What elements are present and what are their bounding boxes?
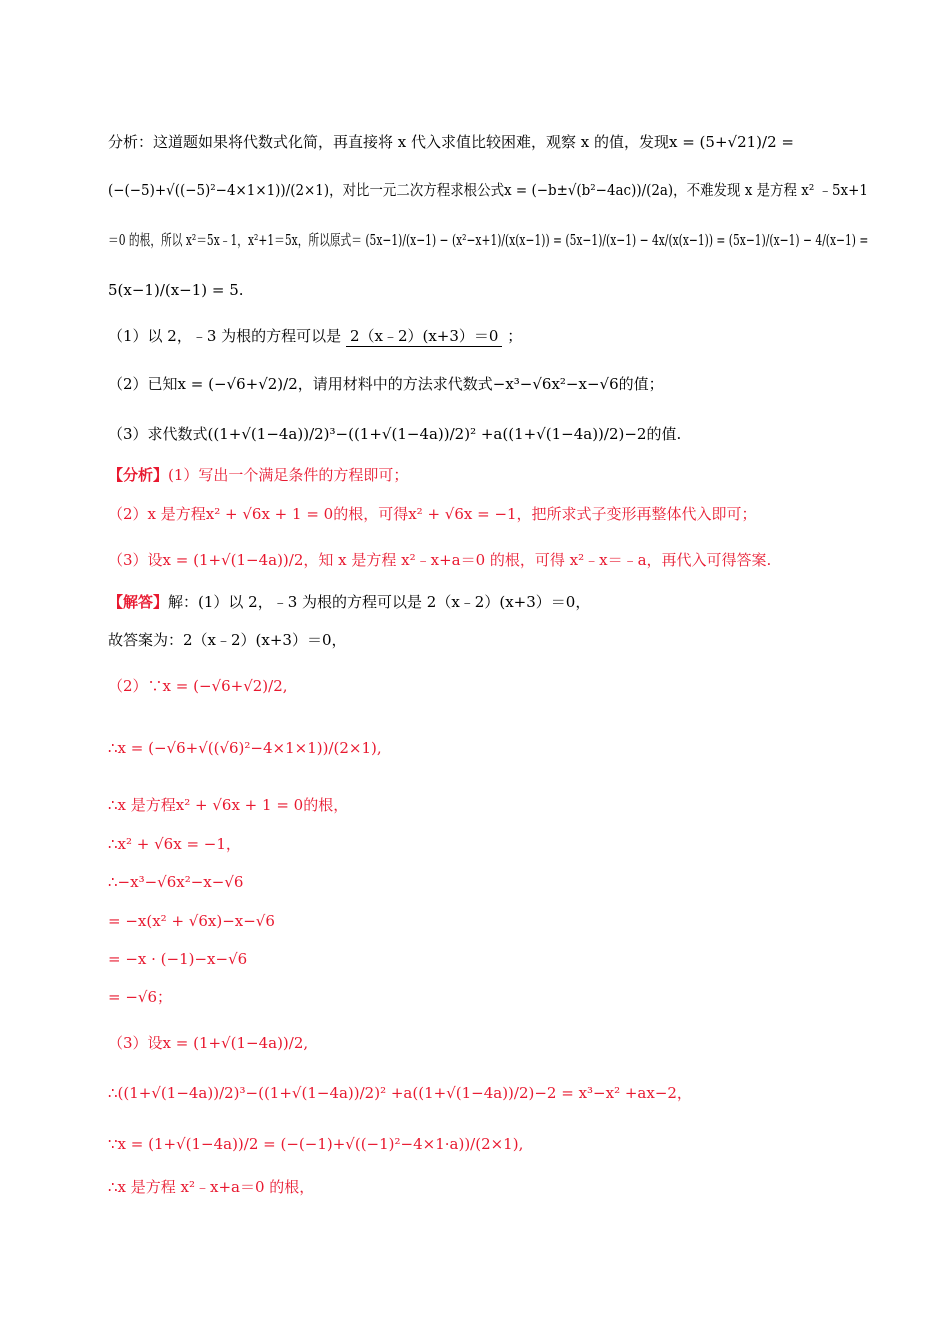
solution-analysis-1 [108, 465, 408, 485]
answer-line-1 [108, 592, 590, 612]
analysis-line-1: 分析：这道题如果将代数式化简，再直接将 x 代入求值比较困难，观察 x 的值，发现x = (5+√21)/2 = [108, 133, 794, 151]
question-1 [108, 326, 522, 347]
analysis-line-4: 5(x−1)/(x−1) = 5. [108, 281, 244, 299]
answer-line-10: = −√6； [108, 988, 173, 1006]
solution-analysis-3: （3）设x = (1+√(1−4a))/2，知 x 是方程 x²﹣x+a＝0 的根，可得 x²﹣x＝﹣a，再代入可得答案. [108, 551, 772, 569]
answer-line-13: ∵x = (1+√(1−4a))/2 = (−(−1)+√((−1)²−4×1·a))/(2×1), [108, 1135, 524, 1153]
answer-line-4: ∴x = (−√6+√((√6)²−4×1×1))/(2×1), [108, 739, 382, 757]
question-1-prefix: （1）以 2，﹣3 为根的方程可以是 [108, 327, 342, 345]
answer-line-9: = −x · (−1)−x−√6 [108, 950, 248, 968]
analysis-line-2: (−(−5)+√((−5)²−4×1×1))/(2×1)，对比一元二次方程求根公式x = (−b±√(b²−4ac))/(2a)，不难发现 x 是方程 x² ﹣5x+1 [108, 181, 868, 199]
answer-line-2: 故答案为：2（x﹣2）(x+3）＝0， [108, 631, 347, 649]
answer-line-6: ∴x² + √6x = −1， [108, 835, 241, 853]
analysis-label: 【分析】 [108, 466, 169, 484]
answer-line-7: ∴−x³−√6x²−x−√6 [108, 873, 244, 891]
question-1-answer: 2（x﹣2）(x+3）＝0 [346, 326, 503, 347]
analysis-line-3: ＝0 的根，所以 x²＝5x﹣1，x²+1＝5x，所以原式＝ (5x−1)/(x−1) − (x²−x+1)/(x(x−1)) = (5x−1)/(x−1) − 4x/(x(x−1)) = (5x−1)/(x−1) − 4/(x−1) = [108, 231, 869, 249]
answer-line-3: （2）∵x = (−√6+√2)/2, [108, 677, 288, 695]
answer-line-11: （3）设x = (1+√(1−4a))/2, [108, 1034, 309, 1052]
question-2: （2）已知x = (−√6+√2)/2，请用材料中的方法求代数式−x³−√6x²−x−√6的值； [108, 375, 664, 393]
answer-line-12: ∴((1+√(1−4a))/2)³−((1+√(1−4a))/2)² +a((1+√(1−4a))/2)−2 = x³−x² +ax−2， [108, 1084, 692, 1102]
answer-line-8: = −x(x² + √6x)−x−√6 [108, 912, 275, 930]
answer-line-14: ∴x 是方程 x²﹣x+a＝0 的根， [108, 1178, 315, 1196]
answer-line-5: ∴x 是方程x² + √6x + 1 = 0的根， [108, 796, 349, 814]
answer-text-1: 解：(1）以 2，﹣3 为根的方程可以是 2（x﹣2）(x+3）＝0， [168, 593, 591, 611]
answer-label: 【解答】 [108, 593, 169, 611]
analysis-point-1: (1）写出一个满足条件的方程即可； [168, 466, 409, 484]
question-3: （3）求代数式((1+√(1−4a))/2)³−((1+√(1−4a))/2)² +a((1+√(1−4a))/2)−2的值. [108, 425, 682, 443]
solution-analysis-2: （2）x 是方程x² + √6x + 1 = 0的根，可得x² + √6x = −1，把所求式子变形再整体代入即可； [108, 505, 757, 523]
question-1-suffix: ； [507, 327, 523, 345]
